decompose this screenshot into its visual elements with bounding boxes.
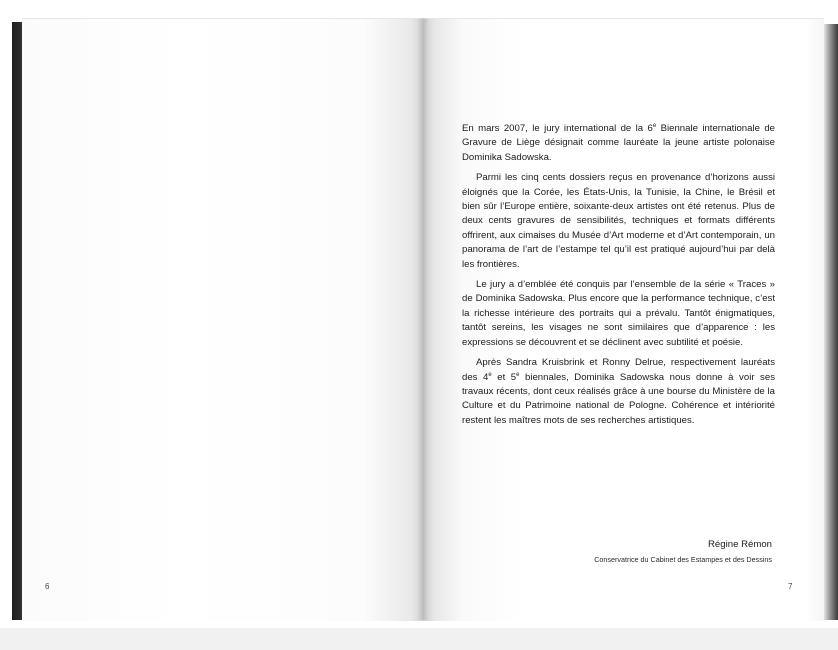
paragraph-3: Le jury a d’emblée été conquis par l’ensemble de la série « Traces » de Dominika Sadowska. Plus encore que la performance technique, c’est la richesse intérieure des portraits qui a prévalu. Tantôt énigmatiques, tantôt sereins, les visages ne sont similaires que d’apparence : les expressions se découvrent et se déclinent avec subtilité et poésie. [462,279,775,348]
left-page-number: 6 [45,582,50,591]
background-surface [0,628,838,650]
superscript-e: e [516,371,520,378]
superscript-e: e [488,371,492,378]
paragraph-1 [462,122,775,165]
paragraph-4-text-b: et 5 [491,371,517,383]
paragraph-2: Parmi les cinq cents dossiers reçus en provenance d’horizons aussi éloignés que la Corée, les États-Unis, la Tunisie, la Chine, le Brésil et bien sûr l’Europe entière, soixante-deux artistes ont été retenus. Plus de deux cents gravures de sensibilités, techniques et formats différents offrirent, aux cimaises du Musée d’Art moderne et d’Art contemporain, un panorama de l’art de l’estampe tel qu’il est pratiqué aujourd’hui par delà les frontières. [462,172,775,270]
paragraph-4-text-c: biennales, Dominika Sadowska nous donne à voir ses travaux récents, dont ceux réalisés grâce à une bourse du Ministère de la Culture et du Patrimoine national de Pologne. Cohérence et intériorité restent les maîtres mots de ses recherches artistiques. [462,371,775,426]
right-page-number: 7 [788,582,793,591]
booklet-right-edge [824,24,838,620]
superscript-e: e [652,123,657,129]
page-gutter-shadow [417,18,429,620]
signature-role: Conservatrice du Cabinet des Estampes et des Dessins [594,555,772,564]
paragraph-4-text-a: Après Sandra Kruisbrink et Ronny Delrue, respectivement lauréats des 4 [462,357,775,383]
body-text [462,122,775,434]
right-page [423,18,824,621]
paragraph-1-text-b: Biennale internationale de Gravure de Liège désignait comme lauréate la jeune artiste polonaise Dominika Sadowska. [462,123,775,163]
signature-name: Régine Rémon [708,539,772,550]
open-booklet [12,18,838,622]
paragraph-1-text-a: En mars 2007, le jury international de la 6 [462,123,653,134]
paragraph-4 [462,356,775,428]
left-page [22,18,423,621]
